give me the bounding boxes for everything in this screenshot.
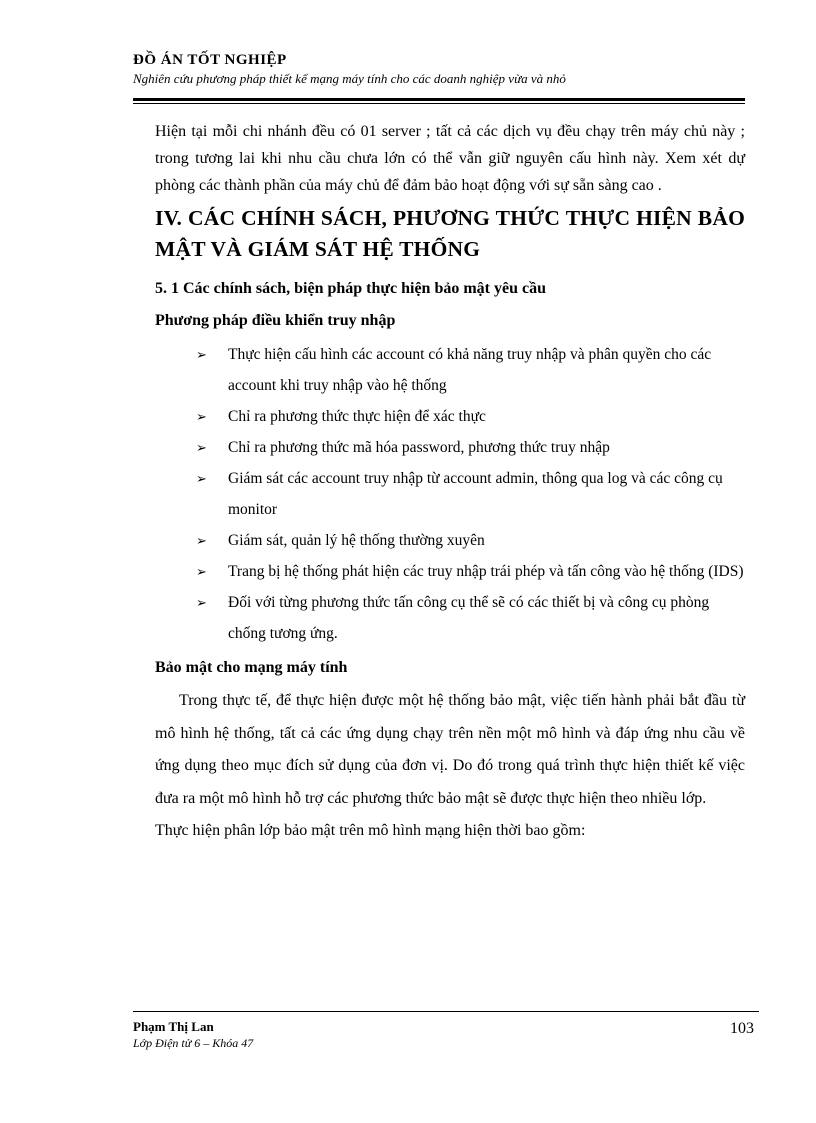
- header-rule-thick: [133, 98, 745, 101]
- arrow-bullet-icon: ➢: [196, 440, 207, 455]
- bullet-list: [155, 339, 745, 649]
- arrow-bullet-icon: ➢: [196, 347, 207, 362]
- arrow-bullet-icon: ➢: [196, 409, 207, 424]
- author-name: Phạm Thị Lan: [133, 1019, 214, 1034]
- bullet-item: [155, 432, 745, 463]
- bullet-item: [155, 401, 745, 432]
- bullet-item: [155, 556, 745, 587]
- document-title: ĐỒ ÁN TỐT NGHIỆP: [133, 52, 287, 68]
- bullet-text: Chỉ ra phương thức thực hiện để xác thực: [228, 408, 486, 425]
- bullet-item: [155, 463, 745, 525]
- bullet-text: Giám sát, quản lý hệ thống thường xuyên: [228, 532, 485, 549]
- page-body: [155, 118, 745, 844]
- document-subtitle: Nghiên cứu phương pháp thiết kế mạng máy tính cho các doanh nghiệp vừa và nhỏ: [133, 71, 566, 86]
- section-heading: IV. CÁC CHÍNH SÁCH, PHƯƠNG THỨC THỰC HIỆN BẢO MẬT VÀ GIÁM SÁT HỆ THỐNG: [155, 206, 745, 261]
- bullet-text: Đối với từng phương thức tấn công cụ thể sẽ có các thiết bị và công cụ phòng chống tương ứng.: [228, 594, 710, 642]
- access-control-heading: Phương pháp điều khiển truy nhập: [155, 312, 396, 329]
- subsection-heading: 5. 1 Các chính sách, biện pháp thực hiện bảo mật yêu cầu: [155, 280, 546, 297]
- network-security-heading: Bảo mật cho mạng máy tính: [155, 659, 348, 676]
- author-class: Lớp Điện tử 6 – Khóa 47: [133, 1036, 254, 1050]
- arrow-bullet-icon: ➢: [196, 471, 207, 486]
- bullet-text: Thực hiện cấu hình các account có khả năng truy nhập và phân quyền cho các account khi truy nhập vào hệ thống: [228, 346, 712, 394]
- header-rule-thin: [133, 103, 745, 104]
- footer-rule: [133, 1011, 759, 1012]
- bullet-text: Chỉ ra phương thức mã hóa password, phương thức truy nhập: [228, 439, 610, 456]
- bullet-item: [155, 339, 745, 401]
- arrow-bullet-icon: ➢: [196, 595, 207, 610]
- arrow-bullet-icon: ➢: [196, 533, 207, 548]
- arrow-bullet-icon: ➢: [196, 564, 207, 579]
- page-header: [133, 52, 745, 87]
- bullet-item: [155, 587, 745, 649]
- closing-line: Thực hiện phân lớp bảo mật trên mô hình mạng hiện thời bao gồm:: [155, 822, 586, 839]
- bullet-item: [155, 525, 745, 556]
- bullet-text: Trang bị hệ thống phát hiện các truy nhập trái phép và tấn công vào hệ thống (IDS): [228, 563, 744, 580]
- intro-paragraph: Hiện tại mỗi chi nhánh đều có 01 server ; tất cả các dịch vụ đều chạy trên máy chủ này ; trong tương lai khi nhu cầu chưa lớn có thể vẫn giữ nguyên cấu hình này. Xem xét dự phòng các thành phần của máy chủ để đảm bảo hoạt động với sự sẵn sàng cao .: [155, 123, 745, 194]
- network-security-paragraph: Trong thực tế, để thực hiện được một hệ thống bảo mật, việc tiến hành phải bắt đầu từ mô hình hệ thống, tất cả các ứng dụng chạy trên nền một mô hình và đáp ứng nhu cầu về ứng dụng theo mục đích sử dụng của đơn vị. Do đó trong quá trình thực hiện thiết kế việc đưa ra một mô hình hỗ trợ các phương thức bảo mật sẽ được thực hiện theo nhiều lớp.: [155, 692, 745, 807]
- page-number: 103: [730, 1020, 754, 1037]
- bullet-text: Giám sát các account truy nhập từ account admin, thông qua log và các công cụ monitor: [228, 470, 723, 518]
